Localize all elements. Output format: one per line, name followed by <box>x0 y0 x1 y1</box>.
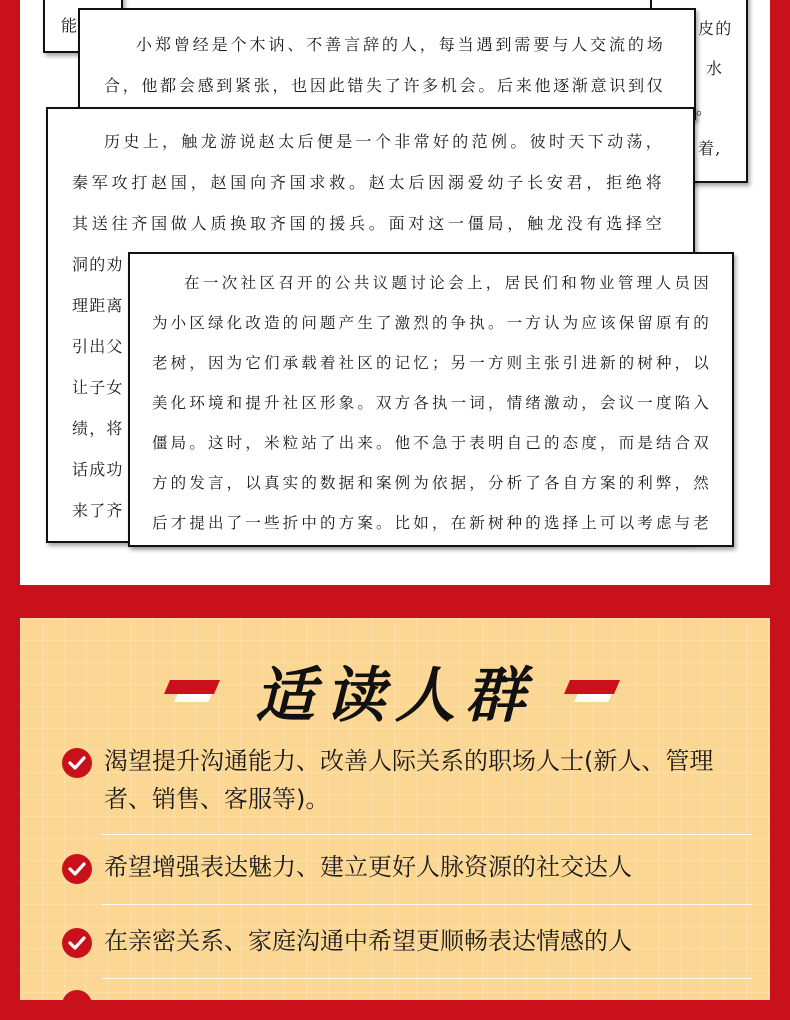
audience-item <box>62 922 752 960</box>
excerpt-line: 让子女 <box>72 378 124 397</box>
excerpt-fragment: 能 <box>61 16 79 35</box>
excerpt-line: 僵局。这时，米粒站了出来。他不急于表明自己的态度，而是结合双 <box>152 434 710 452</box>
excerpt-line: 来了齐 <box>72 501 124 520</box>
check-icon <box>62 748 92 778</box>
excerpt-fragment: 着, <box>698 139 722 158</box>
excerpt-card-3 <box>128 252 734 547</box>
excerpt-line: 话成功 <box>72 460 124 479</box>
check-icon <box>62 928 92 958</box>
excerpt-line: 美化环境和提升社区形象。双方各执一词，情绪激动，会议一度陷入 <box>152 394 710 412</box>
audience-panel <box>20 618 770 1000</box>
divider <box>102 834 752 835</box>
excerpt-line: 方的发言，以真实的数据和案例为依据，分析了各自方案的利弊，然 <box>152 474 710 492</box>
title-right-decoration-icon <box>560 676 622 706</box>
excerpt-card-1 <box>78 8 696 120</box>
check-icon <box>62 854 92 884</box>
excerpt-fragment: 水 <box>706 59 724 78</box>
audience-item-text: 渴望提升沟通能力、改善人际关系的职场人士(新人、管理者、销售、客服等)。 <box>104 747 714 813</box>
excerpt-line: 洞的劝 <box>72 255 124 274</box>
excerpt-line: 老树，因为它们承载着社区的记忆；另一方则主张引进新的树种，以 <box>152 354 710 372</box>
excerpt-fragment: 皮的 <box>698 19 733 38</box>
excerpt-line: 合，他都会感到紧张，也因此错失了许多机会。后来他逐渐意识到仅 <box>104 76 664 95</box>
divider <box>102 978 752 979</box>
excerpt-line: 小郑曾经是个木讷、不善言辞的人，每当遇到需要与人交流的场 <box>136 35 664 54</box>
audience-item-text: 希望增强表达魅力、建立更好人脉资源的社交达人 <box>104 853 632 881</box>
audience-item <box>62 742 752 818</box>
check-icon <box>62 990 92 1020</box>
excerpt-fragment: 。 <box>696 99 714 118</box>
excerpt-line: 后才提出了一些折中的方案。比如，在新树种的选择上可以考虑与老 <box>152 514 710 532</box>
excerpt-line: 秦军攻打赵国，赵国向齐国求救。赵太后因溺爱幼子长安君，拒绝将 <box>72 173 663 192</box>
audience-item-text: 在亲密关系、家庭沟通中希望更顺畅表达情感的人 <box>104 927 632 955</box>
excerpt-line: 历史上，触龙游说赵太后便是一个非常好的范例。彼时天下动荡， <box>104 132 663 151</box>
excerpt-line: 理距离 <box>72 296 124 315</box>
excerpt-line: 引出父 <box>72 337 124 356</box>
excerpt-line: 在一次社区召开的公共议题讨论会上，居民们和物业管理人员因 <box>184 274 710 292</box>
divider <box>102 904 752 905</box>
excerpt-line: 其送往齐国做人质换取齐国的援兵。面对这一僵局，触龙没有选择空 <box>72 214 663 233</box>
excerpt-line: 为小区绿化改造的问题产生了激烈的争执。一方认为应该保留原有的 <box>152 314 710 332</box>
excerpt-line: 绩，将 <box>72 419 124 438</box>
audience-title: 适读人群 <box>255 661 535 731</box>
audience-item <box>62 848 752 886</box>
